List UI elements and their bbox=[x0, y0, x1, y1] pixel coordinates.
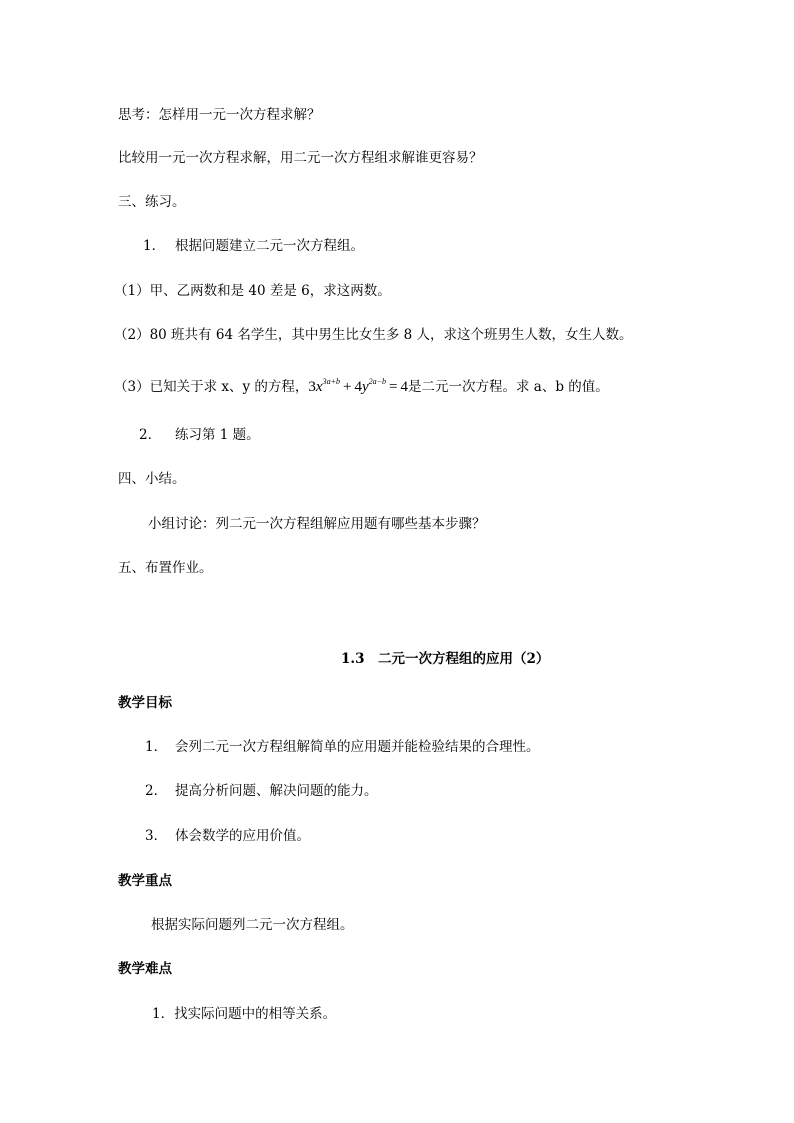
practice-item-1-text: 根据问题建立二元一次方程组。 bbox=[175, 238, 364, 254]
compare-question: 比较用一元一次方程求解，用二元一次方程组求解谁更容易？ bbox=[118, 150, 483, 166]
equation-var-y: y bbox=[361, 379, 369, 395]
sub-question-1: （1）甲、乙两数和是 40 差是 6，求这两数。 bbox=[114, 283, 391, 299]
equation-exp-1: 3a+b bbox=[322, 377, 340, 386]
equation-plus: + bbox=[343, 379, 352, 395]
goal-item-2-number: 2． bbox=[145, 783, 168, 799]
group-discussion: 小组讨论：列二元一次方程组解应用题有哪些基本步骤？ bbox=[148, 516, 486, 532]
equation bbox=[308, 379, 408, 395]
equation-var-x: x bbox=[315, 379, 323, 395]
goal-item-3-number: 3． bbox=[145, 828, 168, 844]
goal-item-2-text: 提高分析问题、解决问题的能力。 bbox=[175, 783, 378, 799]
equation-coef-1: 3 bbox=[308, 379, 316, 395]
equation-exp-2: 2a−b bbox=[368, 377, 387, 386]
equation-coef-2: 4 bbox=[354, 379, 362, 395]
sub-question-3-tail: 是二元一次方程。求 a、b 的值。 bbox=[408, 379, 609, 395]
goal-item-3-text: 体会数学的应用价值。 bbox=[175, 828, 310, 844]
teaching-difficulty-heading: 教学难点 bbox=[118, 961, 172, 977]
practice-item-1 bbox=[143, 238, 364, 254]
equation-rhs: 4 bbox=[400, 379, 409, 395]
goal-item-2 bbox=[145, 783, 378, 799]
goal-item-1 bbox=[145, 739, 540, 755]
practice-item-2 bbox=[139, 427, 260, 443]
goal-item-1-number: 1． bbox=[145, 739, 168, 755]
teaching-difficulty-item-1: 1．找实际问题中的相等关系。 bbox=[152, 1006, 337, 1022]
section-practice-heading: 三、练习。 bbox=[118, 194, 186, 210]
think-question: 思考：怎样用一元一次方程求解？ bbox=[118, 107, 321, 123]
teaching-key-points-text: 根据实际问题列二元一次方程组。 bbox=[151, 917, 354, 933]
practice-item-2-text: 练习第 1 题。 bbox=[175, 427, 260, 443]
teaching-goals-heading: 教学目标 bbox=[118, 695, 172, 711]
practice-item-2-number: 2． bbox=[139, 427, 162, 443]
equation-equals: = bbox=[389, 379, 398, 395]
section-summary-heading: 四、小结。 bbox=[118, 471, 186, 487]
section-homework-heading: 五、布置作业。 bbox=[118, 560, 213, 576]
practice-item-1-number: 1． bbox=[143, 238, 166, 254]
teaching-key-points-heading: 教学重点 bbox=[118, 873, 172, 889]
sub-question-2: （2）80 班共有 64 名学生，其中男生比女生多 8 人，求这个班男生人数，女生人数。 bbox=[114, 327, 633, 343]
goal-item-3 bbox=[145, 828, 310, 844]
sub-question-3 bbox=[114, 374, 609, 395]
goal-item-1-text: 会列二元一次方程组解简单的应用题并能检验结果的合理性。 bbox=[175, 739, 540, 755]
lesson-title: 1.3 二元一次方程组的应用（2） bbox=[341, 651, 550, 667]
sub-question-3-lead: （3）已知关于求 x、y 的方程， bbox=[114, 379, 309, 395]
